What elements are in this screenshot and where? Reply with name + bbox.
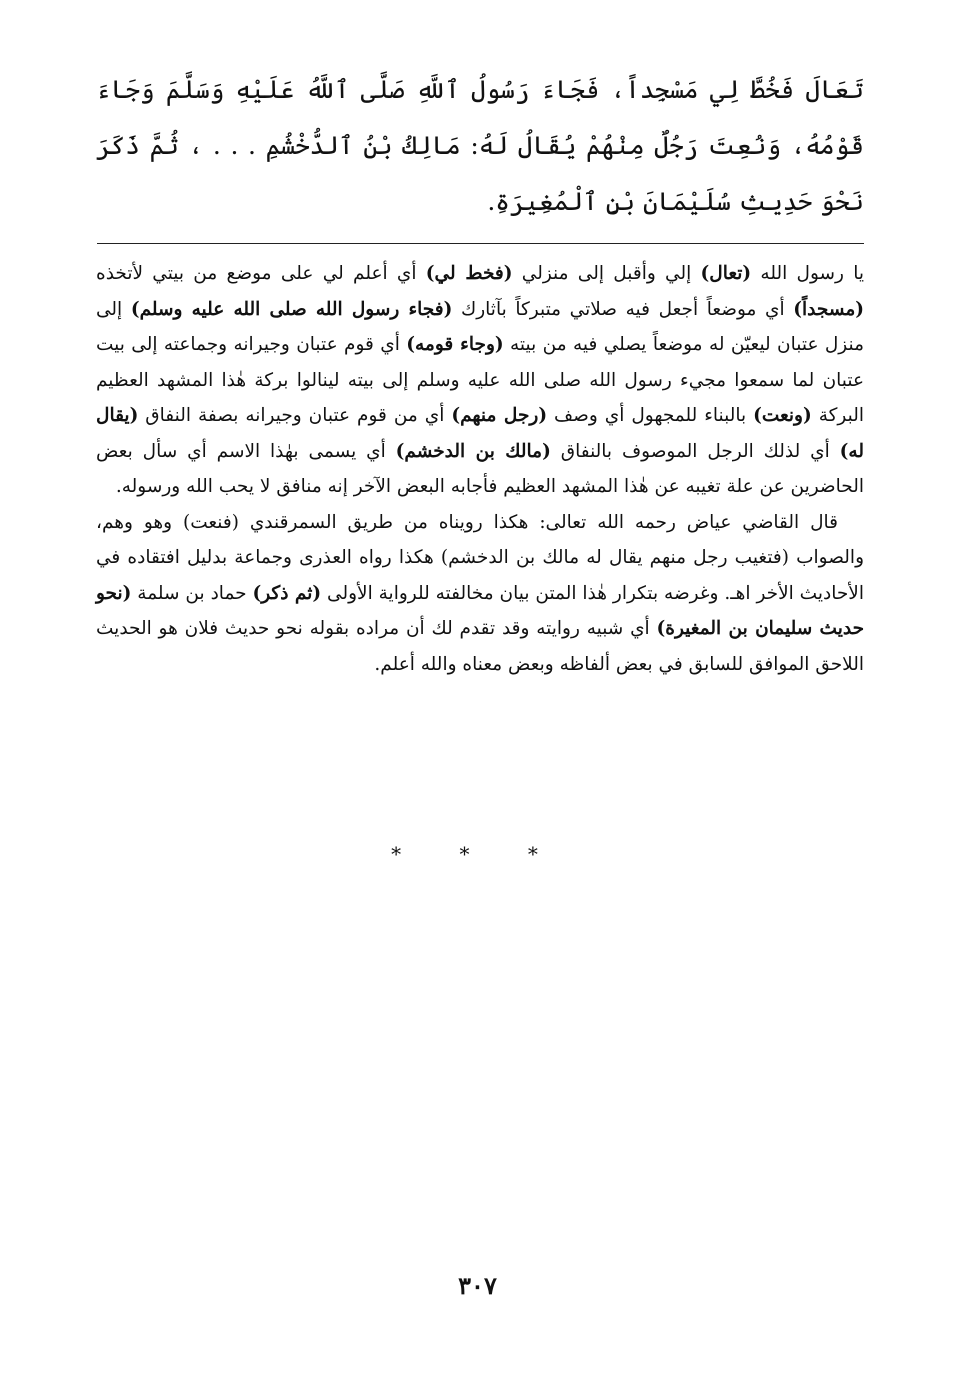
commentary-text: أي قوم عتبان وجيرانه وجماعته إلى بيت عتبان لما سمعوا مجيء رسول الله صلى الله عليه وسلم إلى بيته لينالوا بركة هٰذا المشهد العظيم البركة [96,334,864,426]
quoted-phrase: (فجاء رسول الله صلى الله عليه وسلم) [130,298,453,320]
quoted-phrase: (نحو حديث سليمان بن المغيرة) [96,582,865,639]
commentary-text: قال القاضي عياض رحمه الله تعالى: هكذا رويناه من طريق السمرقندي (فنعت) وهو وهم، والصواب (فتغيب رجل منهم يقال له مالك بن الدخشم) هكذا رواه العذرى وجماعة بدليل افتقاده في الأحاديث الأخر اهـ. وغرضه بتكرار هٰذا المتن بيان مخالفته للرواية الأولى [96,511,864,604]
commentary-paragraph-2 [96,505,864,683]
quoted-phrase: (مالك بن الدخشم) [395,440,551,462]
commentary-text: أي أعلم لي على موضع من بيتي لأتخذه [96,263,426,284]
commentary-text: حماد بن سلمة [131,582,253,604]
commentary-text: أي من قوم عتبان وجيرانه بصفة النفاق [138,405,452,426]
commentary-paragraph-1 [96,256,864,505]
quoted-phrase: (فخط لي) [425,263,513,284]
quoted-phrase: (رجل منهم) [451,405,548,426]
quoted-phrase: (مسجداً) [793,298,864,320]
commentary-text: يا رسول الله [751,263,864,284]
footnote-divider [97,243,864,244]
commentary-text: بالبناء للمجهول أي وصف [547,405,754,426]
quoted-phrase: (تعال) [700,263,752,284]
hadith-text: تَعَالَ فَخُطَّ لِي مَسْجِداً، فَجَاءَ رَسُولُ ٱللَّهِ صَلَّى ٱللَّهُ عَلَيْهِ وَسَلَّمَ وَجَاءَ قَوْمُهُ، وَنُعِتَ رَجُلٌ مِنْهُمْ يُقَالُ لَهُ: مَالِكُ بْنُ ٱلدُّخْشُمِ . . . ، ثُمَّ ذَكَرَ نَحْوَ حَدِيثِ سُلَيْمَانَ بْنِ ٱلْمُغِيرَةِ. [96,75,864,216]
commentary-text: أي موضعاً أجعل فيه صلاتي متبركاً بآثارك [452,298,794,320]
quoted-phrase: (يقال له) [96,405,864,462]
quoted-phrase: (وجاء قومه) [406,334,504,355]
commentary-text: إلي وأقبل إلى منزلي [512,263,701,284]
page-number: ٣٠٧ [458,1271,497,1300]
commentary-text: إلى منزل عتبان ليعيّن له موضعاً يصلي فيه من بيته [96,298,864,355]
commentary-text: أي يسمى بهٰذا الاسم أي سأل بعض الحاضرين عن علة تغيبه عن هٰذا المشهد العظيم فأجابه البعض الآخر إنه منافق لا يحب الله ورسوله. [96,440,864,497]
section-end-stars: * * * [391,842,564,866]
commentary-text: أي شبيه روايته وقد تقدم لك أن مراده بقوله نحو حديث فلان هو الحديث اللاحق الموافق للسابق في بعض ألفاظه وبعض معناه والله أعلم. [96,618,864,675]
quoted-phrase: (ونعت) [753,405,812,426]
commentary-section [96,256,864,682]
commentary-text: أي لذلك الرجل الموصوف بالنفاق [550,440,840,462]
quoted-phrase: (ثم ذكر) [252,582,322,604]
